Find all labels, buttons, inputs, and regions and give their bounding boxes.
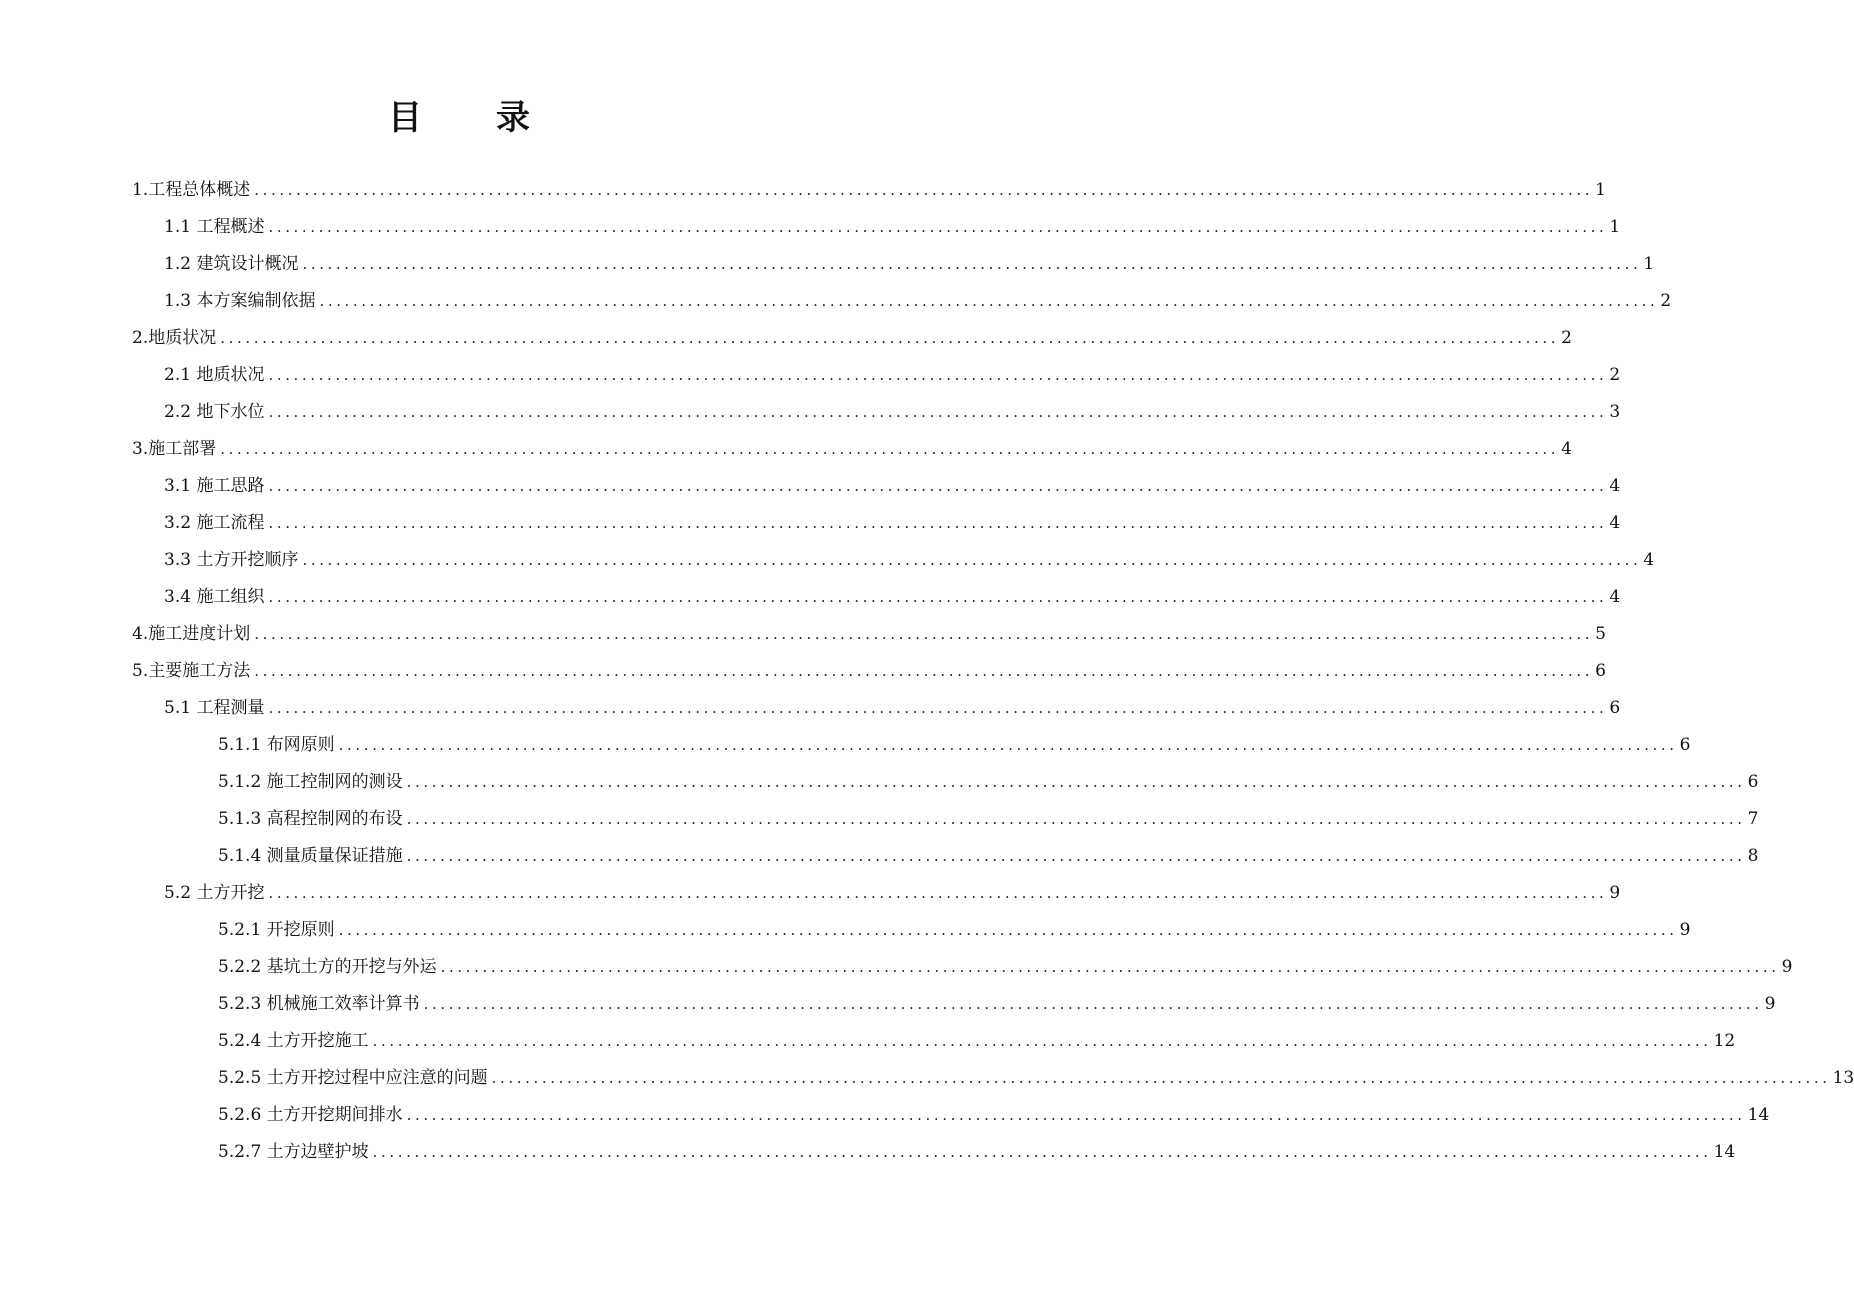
toc-entry-page: 2: [1660, 291, 1672, 311]
toc-leader-dots: ................................................................................................................................................................: [440, 958, 1780, 976]
toc-leader-dots: ................................................................................................................................................................: [254, 625, 1594, 643]
toc-entry-label: 5.2.7 土方边壁护坡: [218, 1142, 369, 1162]
toc-leader-dots: ................................................................................................................................................................: [372, 1032, 1712, 1050]
toc-leader-dots: ................................................................................................................................................................: [338, 921, 1678, 939]
toc-leader-dots: ................................................................................................................................................................: [406, 847, 1746, 865]
toc-leader-dots: ................................................................................................................................................................: [491, 1069, 1831, 1087]
toc-entry-label: 5.1 工程测量: [164, 698, 265, 718]
toc-entry-page: 14: [1747, 1105, 1770, 1125]
toc-entry-page: 12: [1713, 1031, 1736, 1051]
toc-entry[interactable]: [218, 1099, 1770, 1131]
toc-entry[interactable]: [218, 729, 1691, 761]
toc-leader-dots: ................................................................................................................................................................: [268, 477, 1608, 495]
toc-entry[interactable]: [218, 803, 1759, 835]
toc-entry-page: 9: [1609, 883, 1621, 903]
toc-entry-label: 5.2.2 基坑土方的开挖与外运: [218, 957, 437, 977]
toc-leader-dots: ................................................................................................................................................................: [302, 551, 1642, 569]
toc-entry-label: 3.1 施工思路: [164, 476, 265, 496]
toc-leader-dots: ................................................................................................................................................................: [302, 255, 1642, 273]
toc-entry-page: 8: [1747, 846, 1759, 866]
toc-entry-page: 2: [1609, 365, 1621, 385]
toc-entry-page: 9: [1781, 957, 1793, 977]
page-title: [0, 96, 920, 140]
toc-entry[interactable]: [164, 248, 1655, 280]
toc-entry[interactable]: [218, 1025, 1736, 1057]
toc-leader-dots: ................................................................................................................................................................: [406, 1106, 1746, 1124]
toc-entry-label: 5.1.1 布网原则: [218, 735, 335, 755]
toc-entry[interactable]: [164, 544, 1655, 576]
toc-entry-page: 9: [1679, 920, 1691, 940]
toc-leader-dots: ................................................................................................................................................................: [220, 440, 1560, 458]
toc-entry-page: 4: [1609, 513, 1621, 533]
toc-entry-label: 5.2.4 土方开挖施工: [218, 1031, 369, 1051]
toc-entry[interactable]: [164, 470, 1621, 502]
toc-entry-page: 13: [1832, 1068, 1854, 1088]
toc-entry-page: 6: [1679, 735, 1691, 755]
toc-entry-page: 4: [1561, 439, 1572, 459]
toc-entry-label: 2.2 地下水位: [164, 402, 265, 422]
toc-entry[interactable]: [218, 1062, 1854, 1094]
toc-entry-page: 14: [1713, 1142, 1736, 1162]
toc-entry-label: 2.1 地质状况: [164, 365, 265, 385]
toc-entry[interactable]: [132, 322, 1572, 354]
toc-entry[interactable]: [218, 951, 1793, 983]
toc-entry-label: 5.2 土方开挖: [164, 883, 265, 903]
toc-entry-page: 3: [1609, 402, 1621, 422]
toc-entry-label: 5.1.4 测量质量保证措施: [218, 846, 403, 866]
toc-entry-page: 7: [1747, 809, 1759, 829]
toc-leader-dots: ................................................................................................................................................................: [220, 329, 1560, 347]
toc-leader-dots: ................................................................................................................................................................: [338, 736, 1678, 754]
toc-entry-label: 5.1.3 高程控制网的布设: [218, 809, 403, 829]
toc-entry[interactable]: [164, 396, 1621, 428]
toc-leader-dots: ................................................................................................................................................................: [406, 810, 1746, 828]
toc-entry[interactable]: [218, 988, 1776, 1020]
toc-leader-dots: ................................................................................................................................................................: [254, 181, 1594, 199]
toc-entry-page: 5: [1595, 624, 1606, 644]
toc-leader-dots: ................................................................................................................................................................: [268, 699, 1608, 717]
toc-entry-label: 5.2.6 土方开挖期间排水: [218, 1105, 403, 1125]
toc-leader-dots: ................................................................................................................................................................: [268, 514, 1608, 532]
toc-entry-label: 5.1.2 施工控制网的测设: [218, 772, 403, 792]
toc-entry[interactable]: [132, 655, 1606, 687]
toc-entry[interactable]: [164, 507, 1621, 539]
toc-entry-label: 1.工程总体概述: [132, 180, 251, 200]
toc-entry-label: 1.1 工程概述: [164, 217, 265, 237]
toc-entry[interactable]: [164, 581, 1621, 613]
toc-entry-page: 1: [1595, 180, 1606, 200]
toc-entry[interactable]: [132, 618, 1606, 650]
toc-entry-label: 4.施工进度计划: [132, 624, 251, 644]
toc-entry-label: 2.地质状况: [132, 328, 217, 348]
toc-leader-dots: ................................................................................................................................................................: [423, 995, 1763, 1013]
toc-entry[interactable]: [132, 433, 1572, 465]
toc-entry-label: 1.2 建筑设计概况: [164, 254, 299, 274]
toc-entry-label: 3.2 施工流程: [164, 513, 265, 533]
toc-entry-label: 1.3 本方案编制依据: [164, 291, 316, 311]
toc-entry[interactable]: [164, 692, 1621, 724]
toc-leader-dots: ................................................................................................................................................................: [268, 366, 1608, 384]
toc-entry[interactable]: [132, 174, 1606, 206]
toc-entry[interactable]: [164, 359, 1621, 391]
toc-entry[interactable]: [218, 914, 1691, 946]
toc-leader-dots: ................................................................................................................................................................: [268, 218, 1608, 236]
toc-entry[interactable]: [164, 285, 1672, 317]
toc-entry-page: 6: [1609, 698, 1621, 718]
toc-entry-page: 1: [1643, 254, 1655, 274]
title-char-first: 目: [388, 98, 424, 138]
toc-leader-dots: ................................................................................................................................................................: [254, 662, 1594, 680]
toc-entry-label: 5.2.3 机械施工效率计算书: [218, 994, 420, 1014]
toc-entry-label: 5.主要施工方法: [132, 661, 251, 681]
toc-entry-label: 5.2.5 土方开挖过程中应注意的问题: [218, 1068, 488, 1088]
toc-entry[interactable]: [164, 877, 1621, 909]
toc-entry-label: 3.3 土方开挖顺序: [164, 550, 299, 570]
toc-leader-dots: ................................................................................................................................................................: [268, 403, 1608, 421]
toc-leader-dots: ................................................................................................................................................................: [268, 884, 1608, 902]
toc-entry-page: 4: [1609, 587, 1621, 607]
title-char-second: 录: [496, 98, 532, 138]
toc-entry-page: 2: [1561, 328, 1572, 348]
toc-entry-page: 4: [1609, 476, 1621, 496]
toc-entry-page: 6: [1747, 772, 1759, 792]
toc-leader-dots: ................................................................................................................................................................: [406, 773, 1746, 791]
toc-entry-label: 3.施工部署: [132, 439, 217, 459]
toc-entry-page: 6: [1595, 661, 1606, 681]
toc-entry[interactable]: [218, 840, 1759, 872]
toc-leader-dots: ................................................................................................................................................................: [268, 588, 1608, 606]
toc-leader-dots: ................................................................................................................................................................: [319, 292, 1659, 310]
toc-entry-page: 4: [1643, 550, 1655, 570]
toc-entry[interactable]: [218, 1136, 1736, 1168]
toc-entry-label: 3.4 施工组织: [164, 587, 265, 607]
toc-entry[interactable]: [164, 211, 1621, 243]
toc-entry[interactable]: [218, 766, 1759, 798]
toc-entry-label: 5.2.1 开挖原则: [218, 920, 335, 940]
toc-entry-page: 9: [1764, 994, 1776, 1014]
toc-entry-page: 1: [1609, 217, 1621, 237]
toc-leader-dots: ................................................................................................................................................................: [372, 1143, 1712, 1161]
